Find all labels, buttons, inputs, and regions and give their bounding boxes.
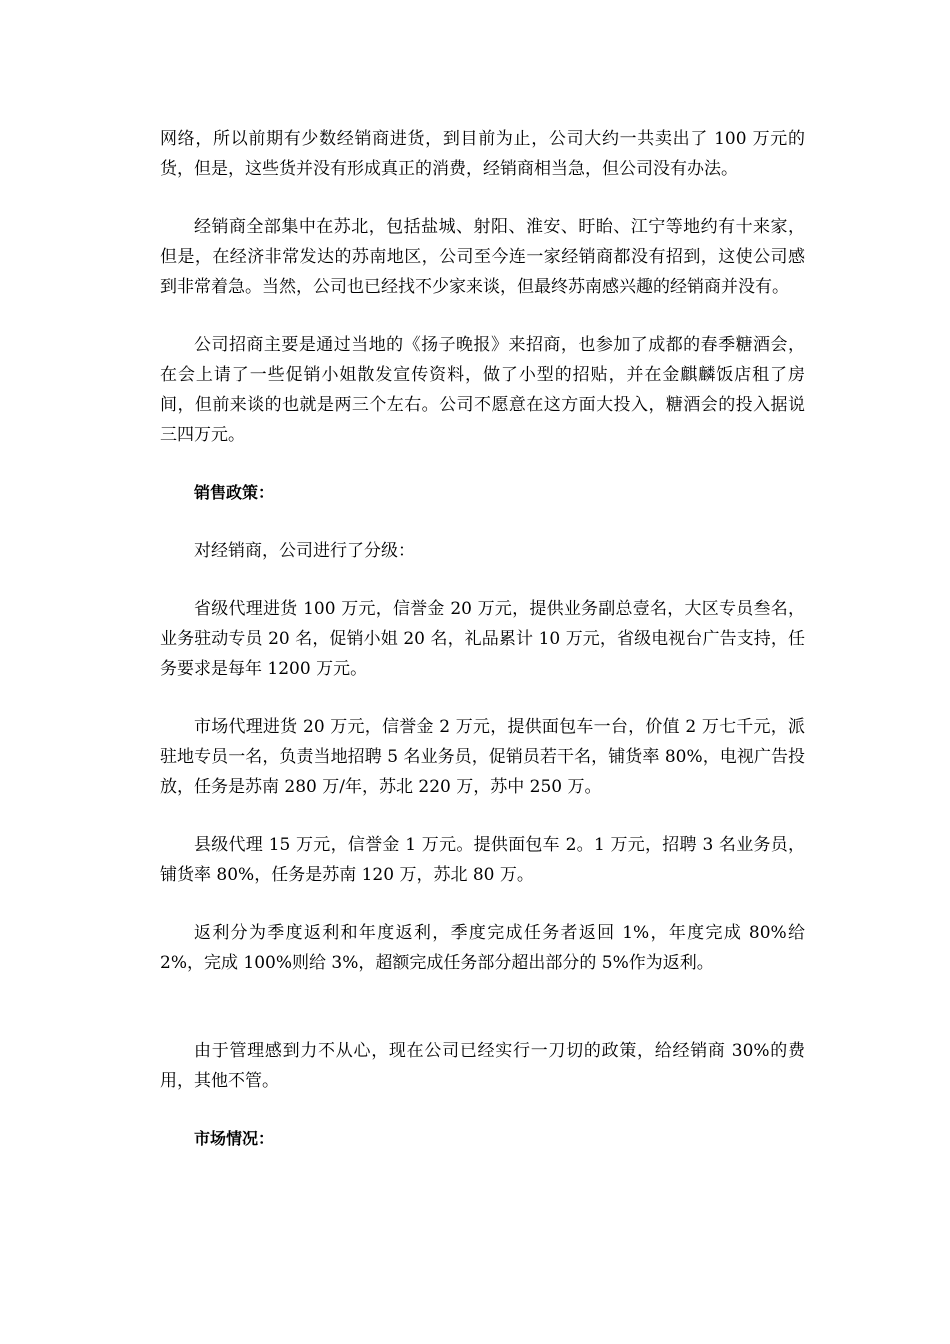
paragraph-distributors: 经销商全部集中在苏北，包括盐城、射阳、淮安、盱眙、江宁等地约有十来家，但是，在经济非常发达的苏南地区，公司至今连一家经销商都没有招到，这使公司感到非常着急。当然，公司也已经找不少家来谈，但最终苏南感兴趣的经销商并没有。 — [160, 217, 805, 297]
paragraph-rebate: 返利分为季度返利和年度返利，季度完成任务者返回 1%，年度完成 80%给 2%，完成 100%则给 3%，超额完成任务部分超出部分的 5%作为返利。 — [160, 923, 805, 973]
paragraph-management: 由于管理感到力不从心，现在公司已经实行一刀切的政策，给经销商 30%的费用，其他不管。 — [160, 1041, 805, 1091]
paragraph-grading: 对经销商，公司进行了分级： — [194, 541, 415, 561]
document-body — [160, 124, 805, 1154]
heading-sales-policy: 销售政策： — [194, 483, 275, 502]
paragraph-county-agent: 县级代理 15 万元，信誉金 1 万元。提供面包车 2。1 万元，招聘 3 名业务员，铺货率 80%，任务是苏南 120 万，苏北 80 万。 — [160, 835, 805, 885]
heading-market-situation: 市场情况： — [194, 1129, 275, 1148]
paragraph-provincial-agent: 省级代理进货 100 万元，信誉金 20 万元，提供业务副总壹名，大区专员叁名，业务驻动专员 20 名，促销小姐 20 名，礼品累计 10 万元，省级电视台广告支持，任务要求是每年 1200 万元。 — [160, 599, 805, 679]
paragraph-recruitment: 公司招商主要是通过当地的《扬子晚报》来招商，也参加了成都的春季糖酒会，在会上请了一些促销小姐散发宣传资料，做了小型的招贴，并在金麒麟饭店租了房间，但前来谈的也就是两三个左右。公司不愿意在这方面大投入，糖酒会的投入据说三四万元。 — [160, 335, 805, 445]
paragraph-market-agent: 市场代理进货 20 万元，信誉金 2 万元，提供面包车一台，价值 2 万七千元，派驻地专员一名，负责当地招聘 5 名业务员，促销员若干名，铺货率 80%，电视广告投放，任务是苏南 280 万/年，苏北 220 万，苏中 250 万。 — [160, 717, 805, 797]
paragraph-continuation: 网络，所以前期有少数经销商进货，到目前为止，公司大约一共卖出了 100 万元的货，但是，这些货并没有形成真正的消费，经销商相当急，但公司没有办法。 — [160, 129, 805, 179]
